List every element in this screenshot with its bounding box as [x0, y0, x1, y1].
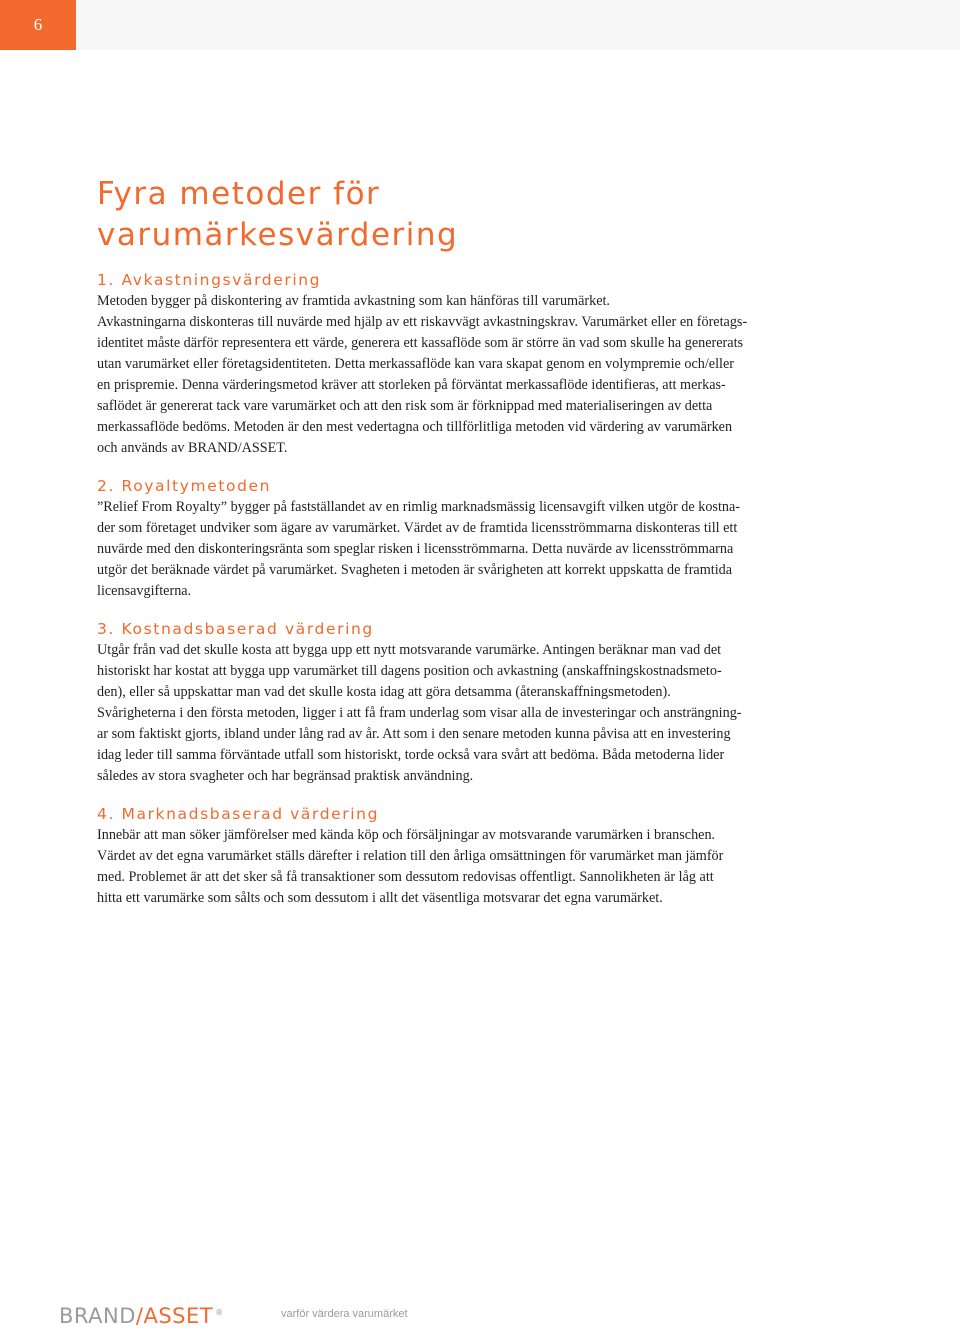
- registered-mark: ®: [215, 1308, 224, 1317]
- logo-brand-text: BRAND: [59, 1304, 136, 1328]
- logo-slash: /: [135, 1304, 144, 1328]
- text-line: Innebär att man söker jämförelser med kända köp och försäljningar av motsvarande varumärken i branschen.: [97, 827, 716, 843]
- section-heading: 2. Royaltymetoden: [97, 477, 272, 495]
- text-line: nuvärde med den diskonteringsränta som speglar risken i licensströmmarna. Detta nuvärde av licensströmmarna: [97, 541, 734, 557]
- page-number: 6: [33, 15, 43, 34]
- text-line: merkassaflöde bedöms. Metoden är den mest vedertagna och tillförlitliga metoden vid värdering av varumärken: [97, 419, 733, 435]
- section-heading: 4. Marknadsbaserad värdering: [97, 805, 380, 823]
- page-title: [97, 174, 787, 256]
- text-line: med. Problemet är att det sker så få transaktioner som dessutom redovisas offentligt. Sannolikheten är låg att: [97, 869, 714, 885]
- page-title-line-2: varumärkesvärdering: [97, 217, 459, 253]
- section-heading: 1. Avkastningsvärdering: [97, 271, 322, 289]
- text-line: Utgår från vad det skulle kosta att bygga upp ett nytt motsvarande varumärke. Antingen beräknar man vad det: [97, 642, 722, 658]
- section-royaltymetoden: [97, 475, 787, 602]
- section-heading: 3. Kostnadsbaserad värdering: [97, 620, 374, 638]
- section-marknadsbaserad-vardering: [97, 803, 787, 909]
- text-line: den), eller så uppskattar man vad det skulle kosta idag att göra detsamma (återanskaffningsmetoden).: [97, 684, 671, 700]
- section-body: [97, 825, 787, 909]
- top-band: [0, 0, 960, 50]
- text-line: ar som faktiskt gjorts, ibland under lång rad av år. Att som i den senare metoden kunna påvisa att en investering: [97, 726, 731, 742]
- text-line: Svårigheterna i den första metoden, ligger i att få fram underlag som visar alla de investeringar och ansträngning-: [97, 705, 742, 721]
- text-line: historiskt har kostat att bygga upp varumärket till dagens position och avkastning (anskaffningskostnadsmeto-: [97, 663, 722, 679]
- section-kostnadsbaserad-vardering: [97, 618, 787, 787]
- page-title-line-1: Fyra metoder för: [97, 176, 381, 212]
- logo-asset-text: ASSET: [143, 1304, 214, 1328]
- text-line: ”Relief From Royalty” bygger på fastställandet av en rimlig marknadsmässig licensavgift vilken utgör de kostna-: [97, 499, 741, 515]
- section-avkastningsvardering: [97, 269, 787, 459]
- text-line: utan varumärket eller företagsidentiteten. Detta merkassaflöde kan vara skapat genom en volympremie och/eller: [97, 356, 734, 372]
- text-line: och används av BRAND/ASSET.: [97, 440, 288, 456]
- text-line: identitet måste därför representera ett värde, generera ett kassaflöde som är större än vad som skulle ha genererats: [97, 335, 744, 351]
- article: [97, 174, 787, 909]
- text-line: saflödet är genererat tack vare varumärket och att den risk som är förknippad med materialiseringen av detta: [97, 398, 713, 414]
- text-line: hitta ett varumärke som sålts och som dessutom i allt det väsentliga motsvarar det egna varumärket.: [97, 890, 663, 906]
- text-line: utgör det beräknade värdet på varumärket. Svagheten i metoden är svårigheten att korrekt uppskatta de framtida: [97, 562, 733, 578]
- text-line: således av stora svagheter och har begränsad praktisk användning.: [97, 768, 474, 784]
- text-line: idag leder till samma förväntade utfall som historiskt, torde också vara svårt att bedöma. Båda metoderna lider: [97, 747, 725, 763]
- brand-asset-logo: [59, 1300, 224, 1329]
- text-line: licensavgifterna.: [97, 583, 192, 599]
- footer-caption: varför värdera varumärket: [281, 1308, 408, 1320]
- page-number-tab: [0, 0, 76, 50]
- text-line: Metoden bygger på diskontering av framtida avkastning som kan hänföras till varumärket.: [97, 293, 610, 309]
- text-line: en prispremie. Denna värderingsmetod kräver att storleken på förväntat merkassaflöde identifieras, att merkas-: [97, 377, 726, 393]
- text-line: der som företaget undviker som ägare av varumärket. Värdet av de framtida licensströmmarna diskonteras till ett: [97, 520, 738, 536]
- text-line: Värdet av det egna varumärket ställs därefter i relation till den årliga omsättningen för varumärket man jämför: [97, 848, 724, 864]
- section-body: [97, 291, 787, 459]
- section-body: [97, 497, 787, 602]
- text-line: Avkastningarna diskonteras till nuvärde med hjälp av ett riskavvägt avkastningskrav. Varumärket eller en företags-: [97, 314, 748, 330]
- section-body: [97, 640, 787, 787]
